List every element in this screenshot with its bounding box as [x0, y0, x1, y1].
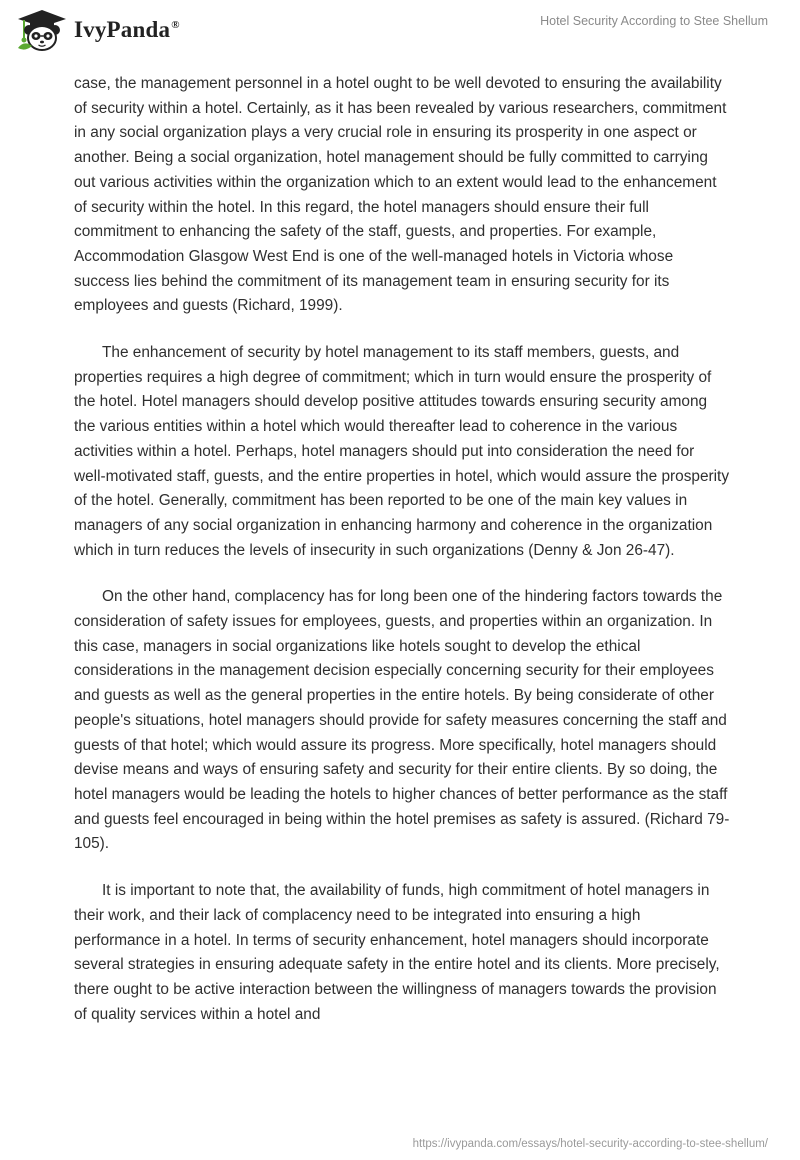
paragraph: On the other hand, complacency has for long been one of the hindering factors towards the consideration of safety issues for employees, guests, and properties within an organization. In this case, managers in social organizations like hotels sought to develop the ethical considerations in the management decision especially concerning security for their employees and guests as well as the general properties in the entire hotels. By being considerate of other people's situations, hotel managers should provide for safety measures concerning the staff and guests of that hotel; which would assure its progress. More specifically, hotel managers should devise means and ways of ensuring safety and security for their entire clients. By so doing, the hotel managers would be leading the hotels to higher chances of better performance as the staff and guests feel encouraged in being within the hotel premises as safety is assured. (Richard 79-105).	[74, 588, 730, 853]
essay-body	[74, 72, 730, 1049]
panda-graduate-icon	[16, 8, 68, 52]
document-title: Hotel Security According to Stee Shellum	[540, 14, 768, 28]
paragraph: case, the management personnel in a hotel ought to be well devoted to ensuring the availability of security within a hotel. Certainly, as it has been revealed by various researchers, commitment in any social organization plays a very crucial role in ensuring its prosperity in one aspect or another. Being a social organization, hotel management should be fully committed to carrying out various activities within the organization which to an extent would lead to the enhancement of security within the hotel. In this regard, the hotel managers should ensure their full commitment to enhancing the safety of the staff, guests, and properties. For example, Accommodation Glasgow West End is one of the well-managed hotels in Victoria whose success lies behind the commitment of its management team in ensuring security for its employees and guests (Richard, 1999).	[74, 75, 727, 315]
paragraph: The enhancement of security by hotel management to its staff members, guests, and properties requires a high degree of commitment; which in turn would ensure the prosperity of the hotel. Hotel managers should develop positive attitudes towards ensuring security among the various entities within a hotel which would thereafter lead to coherence in the various activities within a hotel. Perhaps, hotel managers should put into consideration the need for well-motivated staff, guests, and the entire properties in hotel, which would assure the prosperity of the hotel. Generally, commitment has been reported to be one of the main key values in managers of any social organization in enhancing harmony and coherence in the organization which in turn reduces the levels of insecurity in such organizations (Denny & Jon 26-47).	[74, 344, 730, 559]
source-url-link[interactable]: https://ivypanda.com/essays/hotel-security-according-to-stee-shellum/	[412, 1138, 768, 1150]
ivypanda-logo[interactable]	[16, 8, 180, 52]
page-header	[0, 0, 800, 64]
brand-name: IvyPanda®	[74, 17, 180, 42]
paragraph: It is important to note that, the availability of funds, high commitment of hotel managers in their work, and their lack of complacency need to be integrated into ensuring a high performance in a hotel. In terms of security enhancement, hotel managers should incorporate several strategies in ensuring adequate safety in the entire hotel and its clients. More precisely, there ought to be active interaction between the willingness of managers towards the provision of quality services within a hotel and	[74, 882, 720, 1023]
